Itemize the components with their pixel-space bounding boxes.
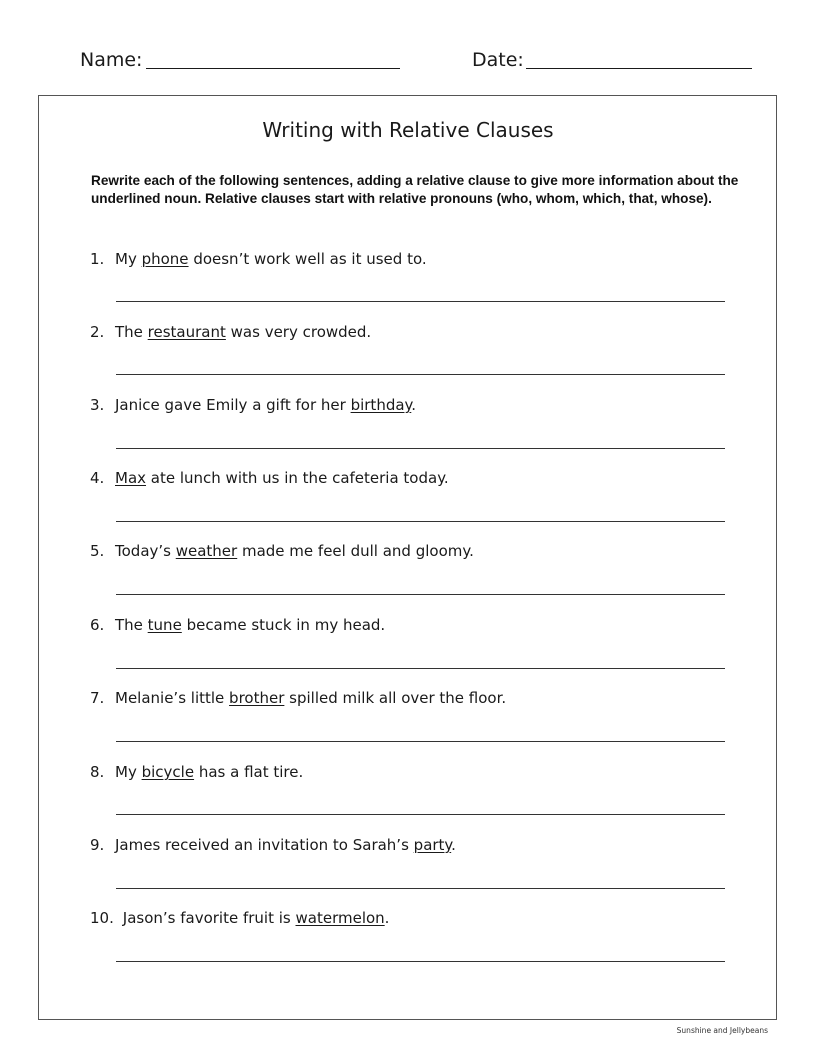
answer-line-10[interactable] <box>116 961 725 962</box>
worksheet-title: Writing with Relative Clauses <box>262 118 554 142</box>
question-number: 9. <box>90 836 105 854</box>
underlined-noun: watermelon <box>295 909 385 927</box>
question-number: 4. <box>90 469 105 487</box>
question-8 <box>90 763 303 781</box>
question-5 <box>90 542 474 560</box>
underlined-noun: birthday <box>350 396 412 414</box>
question-1 <box>90 250 427 268</box>
question-number: 6. <box>90 616 105 634</box>
answer-line-6[interactable] <box>116 668 725 669</box>
underlined-noun: brother <box>229 689 285 707</box>
question-4 <box>90 469 449 487</box>
sentence-before: My <box>115 763 142 781</box>
question-number: 8. <box>90 763 105 781</box>
underlined-noun: tune <box>147 616 182 634</box>
question-7 <box>90 689 506 707</box>
answer-line-1[interactable] <box>116 301 725 302</box>
answer-line-4[interactable] <box>116 521 725 522</box>
answer-line-8[interactable] <box>116 814 725 815</box>
question-number: 3. <box>90 396 105 414</box>
name-field[interactable] <box>146 68 400 69</box>
sentence-before: James received an invitation to Sarah’s <box>115 836 414 854</box>
sentence-before: Today’s <box>115 542 176 560</box>
question-number: 1. <box>90 250 105 268</box>
sentence-before: Janice gave Emily a gift for her <box>115 396 351 414</box>
sentence-after: . <box>384 909 390 927</box>
answer-line-3[interactable] <box>116 448 725 449</box>
sentence-after: was very crowded. <box>225 323 372 341</box>
sentence-after: has a flat tire. <box>194 763 304 781</box>
question-number: 10. <box>90 909 114 927</box>
sentence-before: The <box>115 616 148 634</box>
sentence-after: doesn’t work well as it used to. <box>188 250 427 268</box>
underlined-noun: Max <box>115 469 147 487</box>
question-6 <box>90 616 385 634</box>
sentence-before: My <box>115 250 142 268</box>
underlined-noun: party <box>413 836 452 854</box>
answer-line-7[interactable] <box>116 741 725 742</box>
question-3 <box>90 396 416 414</box>
underlined-noun: restaurant <box>147 323 226 341</box>
sentence-after: . <box>411 396 417 414</box>
name-label: Name: <box>80 49 143 71</box>
sentence-after: ate lunch with us in the cafeteria today. <box>146 469 449 487</box>
sentence-after: . <box>451 836 456 854</box>
sentence-before: Melanie’s little <box>115 689 230 707</box>
question-10 <box>90 909 389 927</box>
question-9 <box>90 836 456 854</box>
sentence-before: The <box>115 323 148 341</box>
answer-line-5[interactable] <box>116 594 725 595</box>
sentence-after: became stuck in my head. <box>181 616 386 634</box>
underlined-noun: bicycle <box>141 763 195 781</box>
instructions: Rewrite each of the following sentences, adding a relative clause to give more information about the underlined noun. Relative clauses start with relative pronouns (who, whom, which, that, whose). <box>91 173 739 206</box>
question-number: 7. <box>90 689 105 707</box>
sentence-before: Jason’s favorite fruit is <box>118 909 296 927</box>
question-number: 2. <box>90 323 105 341</box>
date-label: Date: <box>472 49 524 71</box>
question-2 <box>90 323 371 341</box>
answer-line-2[interactable] <box>116 374 725 375</box>
sentence-after: made me feel dull and gloomy. <box>237 542 474 560</box>
underlined-noun: weather <box>175 542 238 560</box>
underlined-noun: phone <box>141 250 189 268</box>
date-field[interactable] <box>526 68 752 69</box>
question-number: 5. <box>90 542 105 560</box>
sentence-after: spilled milk all over the floor. <box>284 689 507 707</box>
footer-credit: Sunshine and Jellybeans <box>676 1026 768 1035</box>
answer-line-9[interactable] <box>116 888 725 889</box>
